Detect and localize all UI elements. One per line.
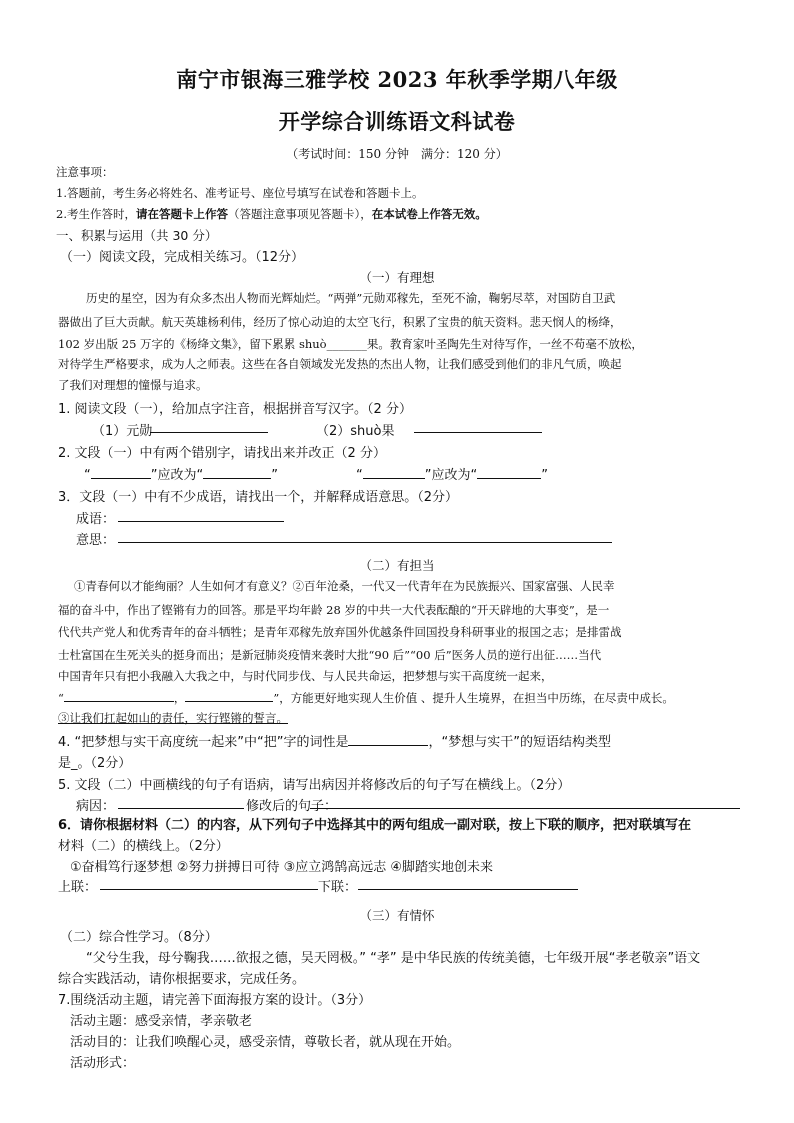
q7-form: 活动形式： xyxy=(70,1056,136,1071)
page-title-line2: 开学综合训练语文科试卷 xyxy=(278,109,516,134)
q1-option-1: （1）元勋 xyxy=(92,424,153,439)
q2-blank-b2[interactable] xyxy=(477,466,541,479)
exam-info: （考试时间：150 分钟 满分：120 分） xyxy=(286,147,508,161)
passage1-line5: 了我们对理想的憧憬与追求。 xyxy=(58,378,208,392)
q1-option-2: （2）shuò果 xyxy=(316,424,395,439)
passage1-line2: 器做出了巨大贡献。航天英雄杨利伟，经历了惊心动迫的太空飞行，积累了宝贵的航天资料。悲天悯人的杨绛， xyxy=(58,315,622,329)
q2-fill-a: “ ”应改为“ ” xyxy=(84,468,278,483)
notice-label: 注意事项： xyxy=(56,165,114,179)
passage1-line3: 102 岁出版 25 万字的《杨绛文集》，留下累累 shuò_______果。教育家叶圣陶先生对待写作，一丝不苟毫不放松， xyxy=(58,337,643,351)
passage2-line4: 士杜富国在生死关头的挺身而出；是新冠肺炎疫情来袭时大批“90 后”“00 后”医务人员的逆行出征……当代 xyxy=(58,648,602,662)
passage2-line7-underlined: ③让我们扛起如山的责任，实行铿锵的誓言。 xyxy=(58,711,288,725)
passage1-line4: 对待学生严格要求，成为人之师表。这些在各自领域发光发热的杰出人物，让我们感受到他们的非凡气质，唤起 xyxy=(58,357,622,371)
q2-blank-b1[interactable] xyxy=(363,466,425,479)
q2-blank-a1[interactable] xyxy=(91,466,151,479)
q3-meaning-line[interactable] xyxy=(118,542,612,543)
passage2-line2: 福的奋斗中，作出了铿锵有力的回答。那是平均年龄 28 岁的中共一大代表酝酿的“开天辟地的大事变”，是一 xyxy=(58,603,610,617)
q5-revised-line[interactable] xyxy=(310,808,740,809)
question-6-line1: 6．请你根据材料（二）的内容，从下列句子中选择其中的两句组成一副对联，按上下联的顺序，把对联填写在 xyxy=(58,818,692,833)
question-1: 1. 阅读文段（一），给加点字注音，根据拼音写汉字。（2 分） xyxy=(58,402,412,417)
q7-theme: 活动主题：感受亲情，孝亲敬老 xyxy=(70,1014,253,1029)
q2-fill-b: “ ”应改为“ ” xyxy=(356,468,548,483)
q5-reason-line[interactable] xyxy=(118,808,244,809)
couplet-upper-blank[interactable] xyxy=(64,689,174,702)
q6-upper-label: 上联： xyxy=(58,880,98,895)
q6-lower-label: 下联： xyxy=(318,880,358,895)
question-5: 5. 文段（二）中画横线的句子有语病，请写出病因并将修改后的句子写在横线上。（2分） xyxy=(58,778,571,793)
question-6-line2: 材料（二）的横线上。（2分） xyxy=(58,839,229,854)
part2-sub2: （二）综合性学习。（8分） xyxy=(60,930,218,945)
notice-item-2: 2.考生作答时，请在答题卡上作答（答题注意事项见答题卡），在本试卷上作答无效。 xyxy=(56,207,487,221)
part2-intro-line1: “父兮生我，母兮鞠我……欲报之德，吴天罔极。” “孝” 是中华民族的传统美德，七年级开展“孝老敬亲”语文 xyxy=(86,951,701,966)
part2-intro-line2: 综合实践活动，请你根据要求，完成任务。 xyxy=(58,972,306,987)
question-4-line2: 是_。（2分） xyxy=(58,756,132,771)
q7-purpose: 活动目的：让我们唤醒心灵，感受亲情，尊敬长者，就从现在开始。 xyxy=(70,1035,461,1050)
question-4-line1: 4. “把梦想与实干高度统一起来”中“把”字的词性是 ，“梦想与实干”的短语结构类型 xyxy=(58,735,611,750)
question-2: 2. 文段（一）中有两个错别字，请找出来并改正（2 分） xyxy=(58,446,386,461)
q6-upper-line[interactable] xyxy=(100,889,318,890)
couplet-lower-blank[interactable] xyxy=(185,689,273,702)
passage2-line5: 中国青年只有把小我融入大我之中，与时代同步伐、与人民共命运，把梦想与实干高度统一起来， xyxy=(58,669,553,683)
passage3-title: （三）有情怀 xyxy=(359,908,435,923)
part1-sub1: （一）阅读文段，完成相关练习。（12分） xyxy=(60,250,305,265)
passage2-title: （二）有担当 xyxy=(359,558,435,573)
q6-options: ①奋楫笃行逐梦想 ②努力拼搏日可待 ③应立鸿鹄高远志 ④脚踏实地创未来 xyxy=(70,860,494,875)
passage2-line6: “ ， ”，方能更好地实现人生价值 、提升人生境界，在担当中历练，在尽责中成长。 xyxy=(58,691,674,705)
question-3: 3．文段（一）中有不少成语，请找出一个，并解释成语意思。（2分） xyxy=(58,490,459,505)
passage1-title: （一）有理想 xyxy=(359,270,435,285)
q4-blank-1[interactable] xyxy=(348,733,428,746)
q5-revised-label: 修改后的句子： xyxy=(246,799,338,814)
page-title-line1: 南宁市银海三雅学校 2023 年秋季学期八年级 xyxy=(176,67,618,92)
q5-reason-label: 病因： xyxy=(76,799,116,814)
passage2-line3: 代代共产党人和优秀青年的奋斗牺牲；是青年邓稼先放弃国外优越条件回国投身科研事业的报国之志；是排雷战 xyxy=(58,625,622,639)
q2-blank-a2[interactable] xyxy=(203,466,271,479)
notice-item-1: 1.答题前，考生务必将姓名、准考证号、座位号填写在试卷和答题卡上。 xyxy=(56,186,424,200)
passage2-line1: ①青春何以才能绚丽？人生如何才有意义？②百年沧桑，一代又一代青年在为民族振兴、国家富强、人民幸 xyxy=(74,579,615,593)
passage1-line1: 历史的星空，因为有众多杰出人物而光辉灿烂。“两弹”元勋邓稼先，至死不渝，鞠躬尽萃，对国防自卫武 xyxy=(86,291,616,305)
q1-answer-2-line[interactable] xyxy=(414,432,542,433)
q3-meaning-label: 意思： xyxy=(76,533,116,548)
q1-answer-1-line[interactable] xyxy=(150,432,268,433)
q3-idiom-line[interactable] xyxy=(118,521,284,522)
q3-idiom-label: 成语： xyxy=(76,512,116,527)
part1-heading: 一、积累与运用（共 30 分） xyxy=(56,228,218,243)
question-7: 7.围绕活动主题，请完善下面海报方案的设计。（3分） xyxy=(58,993,372,1008)
q6-lower-line[interactable] xyxy=(358,889,578,890)
